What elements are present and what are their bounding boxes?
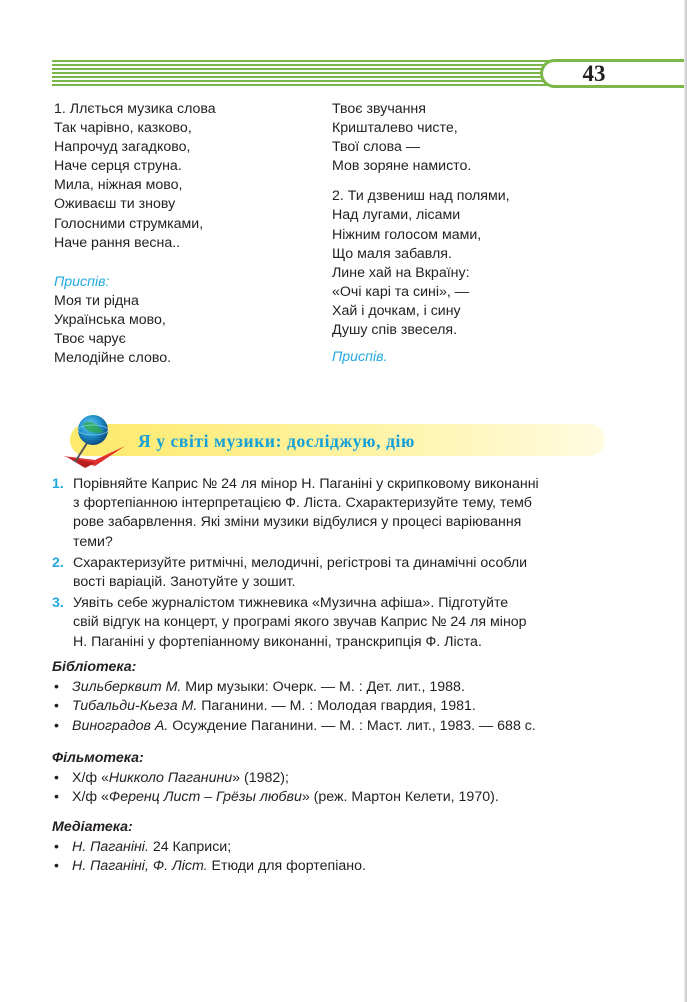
bullet: • <box>54 789 59 806</box>
poem-line: Напрочуд загадково, <box>54 139 191 156</box>
poem-line: Наче рання весна.. <box>54 234 181 251</box>
poem-line: Наче серця струна. <box>54 158 182 175</box>
film-prefix: Х/ф « <box>72 789 109 806</box>
poem-line: Лине хай на Вкраїну: <box>332 264 470 281</box>
poem-line: Твої слова — <box>332 139 421 156</box>
list-item <box>52 838 622 857</box>
mediateka-heading: Медіатека: <box>52 819 133 835</box>
list-item <box>52 769 622 788</box>
bullet: • <box>54 858 59 875</box>
poem-column-left <box>54 100 216 368</box>
poem-line: Моя ти рідна <box>54 292 139 309</box>
poem-line: Мила, ніжная мово, <box>54 177 183 194</box>
author: Н. Паганіні. <box>72 839 149 856</box>
banner-title: Я у світі музики: досліджую, дію <box>138 431 415 451</box>
poem-line: Твоє звучання <box>332 101 426 117</box>
globe-pointer-icon <box>55 410 135 474</box>
poem-line: Оживаєш ти знову <box>54 196 176 213</box>
author: Н. Паганіні, Ф. Ліст. <box>72 858 208 875</box>
media-title: 24 Каприси; <box>148 839 232 856</box>
film-suffix: » (1982); <box>232 770 289 787</box>
list-item <box>52 857 622 876</box>
task-number: 3. <box>52 595 64 612</box>
page-number: 43 <box>582 61 606 86</box>
task-item <box>52 554 612 592</box>
film-suffix: » (реж. Мартон Келети, 1970). <box>301 789 499 806</box>
film-title: Ференц Лист – Грёзы любви <box>108 789 302 806</box>
library-heading: Бібліотека: <box>52 659 137 675</box>
poem-line: Що маля забавля. <box>332 245 452 262</box>
task-item <box>52 594 612 652</box>
poem-line: Хай і дочкам, і сину <box>332 302 461 319</box>
media-title: Етюди для фортепіано. <box>207 858 366 875</box>
task-list <box>52 475 612 654</box>
poem-line: Над лугами, лісами <box>332 207 461 224</box>
task-line: рове забарвлення. Які зміни музики відбулися у процесі варіювання <box>73 514 522 531</box>
poem-line: Ніжним голосом мами, <box>332 226 482 243</box>
task-number: 1. <box>52 476 64 492</box>
filmoteka-heading: Фільмотека: <box>52 750 144 766</box>
poem-line: Голосними струмками, <box>54 215 204 232</box>
poem-line: 2. Ти дзвениш над полями, <box>332 188 510 205</box>
poem-line: Українська мово, <box>54 311 166 328</box>
poem-line: «Очі карі та сині», — <box>332 283 469 300</box>
filmoteka-section <box>52 749 622 808</box>
list-item <box>52 717 622 736</box>
bullet: • <box>54 698 59 715</box>
task-line: Схарактеризуйте ритмічні, мелодичні, регістрові та динамічні особли <box>73 554 528 571</box>
film-title: Никколо Паганини <box>108 770 233 787</box>
bullet: • <box>54 717 59 734</box>
poem-refrain <box>54 292 216 368</box>
citation: Осуждение Паганини. — М. : Маст. лит., 1983. — 688 с. <box>168 717 536 734</box>
task-line: свій відгук на концерт, у програмі якого звучав Каприс № 24 ля мінор <box>73 614 527 631</box>
poem-line: Мов зоряне намисто. <box>332 158 472 175</box>
bullet: • <box>54 679 59 696</box>
film-prefix: Х/ф « <box>72 770 109 787</box>
task-number: 2. <box>52 554 64 571</box>
task-line: з фортепіанною інтерпретацією Ф. Ліста. Схарактеризуйте тему, темб <box>73 495 532 512</box>
poem-line: Твоє чарує <box>54 331 126 348</box>
task-line: Уявіть себе журналістом тижневика «Музична афіша». Підготуйте <box>73 595 509 612</box>
poem-column-right <box>332 100 510 367</box>
mediateka-section <box>52 818 622 877</box>
poem-line: Душу спів звеселя. <box>332 322 458 339</box>
list-item <box>52 678 622 697</box>
refrain-label: Приспів. <box>332 349 388 366</box>
bullet: • <box>54 839 59 856</box>
library-section <box>52 658 622 736</box>
poem-line: Так чарівно, казково, <box>54 120 192 137</box>
poem-line: Мелодійне слово. <box>54 350 172 367</box>
list-item <box>52 697 622 716</box>
poem-verse-2 <box>332 187 510 340</box>
poem-refrain-end <box>332 100 510 176</box>
citation: Паганини. — М. : Молодая гвардия, 1981. <box>197 698 476 715</box>
author: Зильберквит М. <box>72 679 182 696</box>
poem-verse-1 <box>54 100 216 253</box>
task-item <box>52 475 612 552</box>
author: Виноградов А. <box>72 717 169 734</box>
citation: Мир музыки: Очерк. — М. : Дет. лит., 1988. <box>181 679 465 696</box>
refrain-label: Приспів: <box>54 273 110 290</box>
poem-line: Кришталево чисте, <box>332 120 458 137</box>
poem-line: 1. Ллється музика слова <box>54 101 216 117</box>
task-line: Н. Паганіні у фортепіанному виконанні, транскрипція Ф. Ліста. <box>73 633 482 650</box>
task-line: вості варіацій. Занотуйте у зошит. <box>73 574 296 591</box>
author: Тибальди-Кьеза М. <box>72 698 198 715</box>
task-line: теми? <box>73 533 113 550</box>
list-item <box>52 788 622 807</box>
task-line: Порівняйте Каприс № 24 ля мінор Н. Паганіні у скрипковому виконанні <box>73 476 539 492</box>
bullet: • <box>54 770 59 787</box>
